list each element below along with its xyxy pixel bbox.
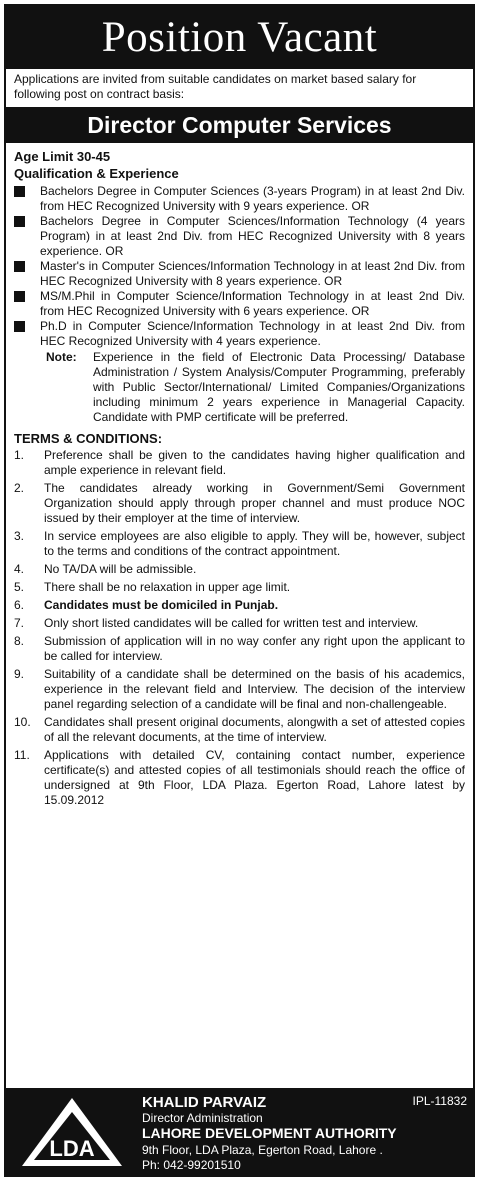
note-text: Experience in the field of Electronic Data Processing/ Database Administration / System Analysis/Computer Programming, preferably with Public Sector/International/ Limited Companies/Organizations including minimum 2 years experience in Managerial Capacity. Candidate with PMP certificate will be preferred.: [93, 350, 465, 424]
note-block: [6, 350, 473, 425]
term-item: 11. Applications with detailed CV, containing contact number, experience certificate(s) and attested copies of all testimonials should reach the office of undersigned at 9th Floor, LDA Plaza. Egerton Road, Lahore latest by 15.09.2012: [14, 748, 465, 807]
square-bullet-icon: [14, 216, 25, 227]
term-item: 3. In service employees are also eligible to apply. They will be, however, subject to the terms and conditions of the contract appointment.: [14, 529, 465, 558]
post-title: Director Computer Services: [87, 112, 392, 138]
signatory-title: Director Administration: [142, 1111, 263, 1125]
terms-heading: TERMS & CONDITIONS:: [14, 431, 163, 446]
term-item: 10. Candidates shall present original documents, alongwith a set of attested copies of all the relevant documents, at the time of interview.: [14, 715, 465, 744]
qualification-item: MS/M.Phil in Computer Science/Information Technology in at least 2nd Div. from HEC Recognized University with 6 years experience. OR: [14, 289, 465, 319]
reference-code: IPL-11832: [412, 1094, 467, 1108]
signatory-name: KHALID PARVAIZ: [142, 1094, 267, 1111]
banner-title: Position Vacant: [101, 14, 378, 61]
square-bullet-icon: [14, 321, 25, 332]
qualification-item: Bachelors Degree in Computer Sciences/Information Technology (4 years Program) in at least 2nd Div. from HEC Recognized University with 8 years experience. OR: [14, 214, 465, 259]
term-item: 9. Suitability of a candidate shall be determined on the basis of his academics, experience in the relevant field and Interview. The decision of the interview panel regarding selection of a candidate will be final and non-challengeable.: [14, 667, 465, 711]
organization-phone: Ph: 042-99201510: [142, 1158, 241, 1172]
logo-text: LDA: [49, 1136, 95, 1161]
organization-name: LAHORE DEVELOPMENT AUTHORITY: [142, 1125, 397, 1141]
term-item: 5. There shall be no relaxation in upper age limit.: [14, 580, 291, 594]
term-item: 2. The candidates already working in Government/Semi Government Organization should apply through proper channel and must produce NOC issued by their employer at the time of interview.: [14, 481, 465, 525]
age-limit: Age Limit 30-45: [14, 149, 111, 164]
qualification-item: Ph.D in Computer Science/Information Technology in at least 2nd Div. from HEC Recognized University with 4 years experience.: [14, 319, 465, 349]
post-title-bar: [6, 107, 473, 143]
term-item: 1. Preference shall be given to the candidates having higher qualification and ample experience in relevant field.: [14, 448, 465, 477]
qualification-list: [6, 184, 473, 349]
note-label: Note:: [46, 350, 77, 364]
term-item: 4. No TA/DA will be admissible.: [14, 562, 197, 576]
position-vacant-banner: [6, 6, 473, 69]
square-bullet-icon: [14, 261, 25, 272]
lda-logo-icon: [20, 1096, 124, 1168]
advertisement: [4, 4, 475, 1177]
organization-address: 9th Floor, LDA Plaza, Egerton Road, Lahore .: [142, 1143, 383, 1157]
term-item: 6. Candidates must be domiciled in Punjab.: [14, 598, 279, 612]
qualification-item: Master's in Computer Sciences/Information Technology in at least 2nd Div. from HEC Recognized University with 8 years experience. OR: [14, 259, 465, 289]
intro-text: Applications are invited from suitable candidates on market based salary for following post on contract basis:: [14, 72, 417, 101]
term-item: 8. Submission of application will in no way confer any right upon the applicant to be called for interview.: [14, 634, 465, 663]
term-item: 7. Only short listed candidates will be called for written test and interview.: [14, 616, 419, 630]
terms-list: [6, 448, 473, 808]
square-bullet-icon: [14, 186, 25, 197]
qualification-heading: Qualification & Experience: [14, 166, 179, 181]
square-bullet-icon: [14, 291, 25, 302]
footer-signature: [6, 1088, 473, 1175]
qualification-item: Bachelors Degree in Computer Sciences (3-years Program) in at least 2nd Div. from HEC Recognized University with 9 years experience. OR: [14, 184, 465, 214]
